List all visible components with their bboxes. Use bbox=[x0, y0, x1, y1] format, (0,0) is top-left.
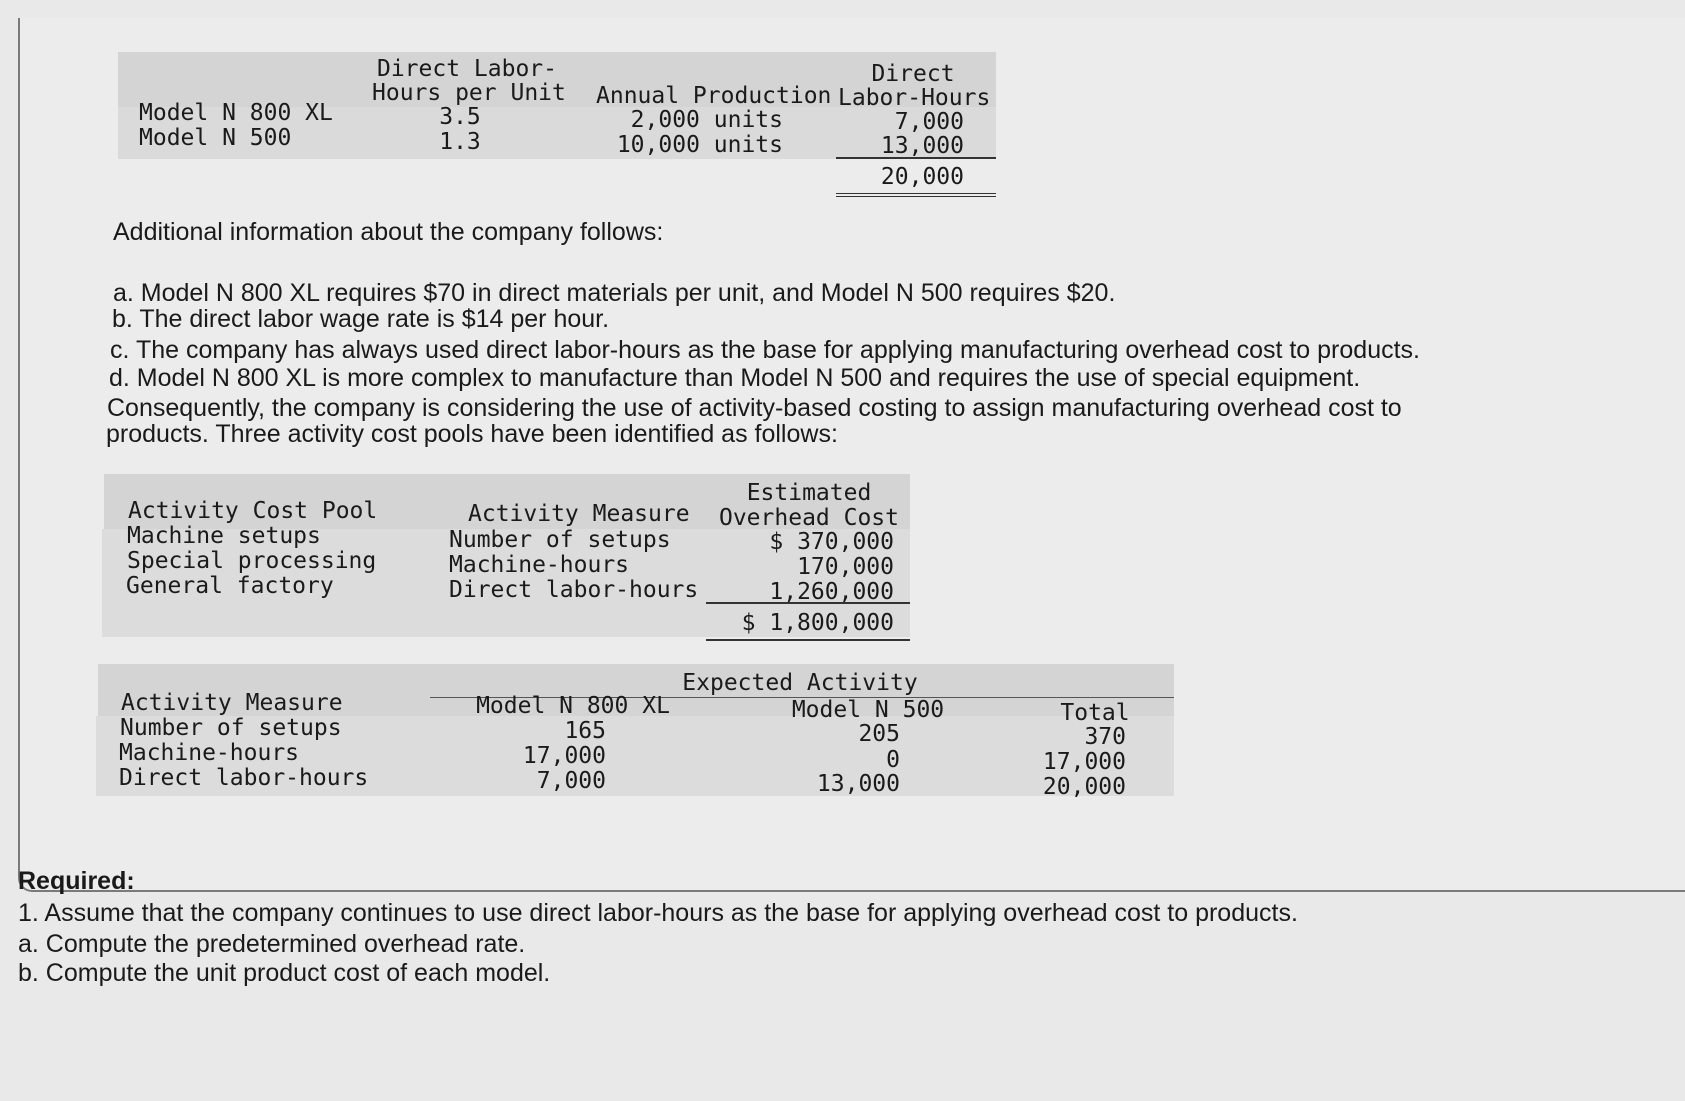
info-item: d. Model N 800 XL is more complex to manufacture than Model N 500 and requires the use of special equipment. bbox=[109, 364, 1361, 392]
row-cost: 1,260,000 bbox=[769, 579, 894, 605]
row-measure: Direct labor-hours bbox=[449, 577, 699, 603]
required-line: 1. Assume that the company continues to use direct labor-hours as the base for applying overhead cost to products. bbox=[18, 899, 1298, 927]
header-cost-line2: Overhead Cost bbox=[718, 505, 899, 531]
header-measure: Activity Measure bbox=[468, 501, 690, 527]
total-labor-hours: 20,000 bbox=[880, 164, 964, 190]
row-hours-per-unit: 3.5 bbox=[439, 104, 481, 130]
row-pool: General factory bbox=[126, 573, 334, 599]
total-double-rule bbox=[836, 193, 996, 197]
row-xl: 7,000 bbox=[536, 768, 606, 794]
row-total: 20,000 bbox=[1042, 774, 1126, 800]
row-production: 10,000 units bbox=[616, 132, 783, 158]
row-cost: $ 370,000 bbox=[769, 529, 894, 555]
row-total: 370 bbox=[1084, 724, 1126, 750]
required-line: b. Compute the unit product cost of each model. bbox=[18, 959, 551, 987]
header-group: Expected Activity bbox=[682, 670, 918, 696]
header-measure: Activity Measure bbox=[121, 690, 343, 716]
header-model-xl: Model N 800 XL bbox=[476, 693, 670, 719]
row-measure: Direct labor-hours bbox=[119, 765, 369, 791]
row-measure: Machine-hours bbox=[119, 740, 300, 766]
row-xl: 165 bbox=[564, 718, 606, 744]
row-model: Model N 500 bbox=[139, 125, 292, 151]
header-total: Total bbox=[1060, 700, 1130, 726]
intro-text: Additional information about the company follows: bbox=[113, 218, 664, 246]
info-item: b. The direct labor wage rate is $14 per hour. bbox=[112, 305, 610, 333]
header-pool: Activity Cost Pool bbox=[128, 498, 378, 524]
row-pool: Special processing bbox=[127, 548, 377, 574]
row-measure: Machine-hours bbox=[449, 552, 630, 578]
row-total: 17,000 bbox=[1042, 749, 1126, 775]
required-line: a. Compute the predetermined overhead rate. bbox=[18, 930, 526, 958]
required-title: Required: bbox=[18, 867, 135, 895]
row-production: 2,000 units bbox=[630, 107, 783, 133]
header-annual-production: Annual Production bbox=[596, 83, 832, 109]
row-measure: Number of setups bbox=[120, 715, 342, 741]
subtotal-rule bbox=[836, 157, 996, 159]
row-labor-hours: 7,000 bbox=[894, 109, 964, 135]
subtotal-rule bbox=[706, 602, 910, 604]
info-item: products. Three activity cost pools have been identified as follows: bbox=[106, 420, 838, 448]
total-cost: $ 1,800,000 bbox=[741, 610, 894, 636]
header-dl-hours-line2: Hours per Unit bbox=[372, 80, 566, 106]
row-pool: Machine setups bbox=[127, 523, 321, 549]
row-measure: Number of setups bbox=[449, 527, 671, 553]
header-cost-line1: Estimated bbox=[746, 480, 872, 506]
info-item: Consequently, the company is considering the use of activity-based costing to assign manufacturing overhead cost to bbox=[107, 394, 1402, 422]
total-rule bbox=[706, 639, 910, 641]
row-labor-hours: 13,000 bbox=[880, 133, 964, 159]
row-cost: 170,000 bbox=[797, 554, 894, 580]
row-model: Model N 800 XL bbox=[139, 100, 333, 126]
header-dl-hours-line1: Direct Labor- bbox=[376, 56, 557, 82]
row-hours-per-unit: 1.3 bbox=[439, 129, 481, 155]
row-500: 0 bbox=[886, 747, 900, 773]
row-500: 13,000 bbox=[816, 771, 900, 797]
info-item: c. The company has always used direct labor-hours as the base for applying manufacturing overhead cost to products. bbox=[110, 336, 1420, 364]
header-direct-line2: Labor-Hours bbox=[838, 85, 991, 111]
header-model-500: Model N 500 bbox=[791, 697, 945, 723]
row-500: 205 bbox=[858, 721, 900, 747]
row-xl: 17,000 bbox=[522, 743, 606, 769]
info-item: a. Model N 800 XL requires $70 in direct materials per unit, and Model N 500 requires $20. bbox=[113, 279, 1116, 307]
header-direct-line1: Direct bbox=[871, 61, 955, 87]
